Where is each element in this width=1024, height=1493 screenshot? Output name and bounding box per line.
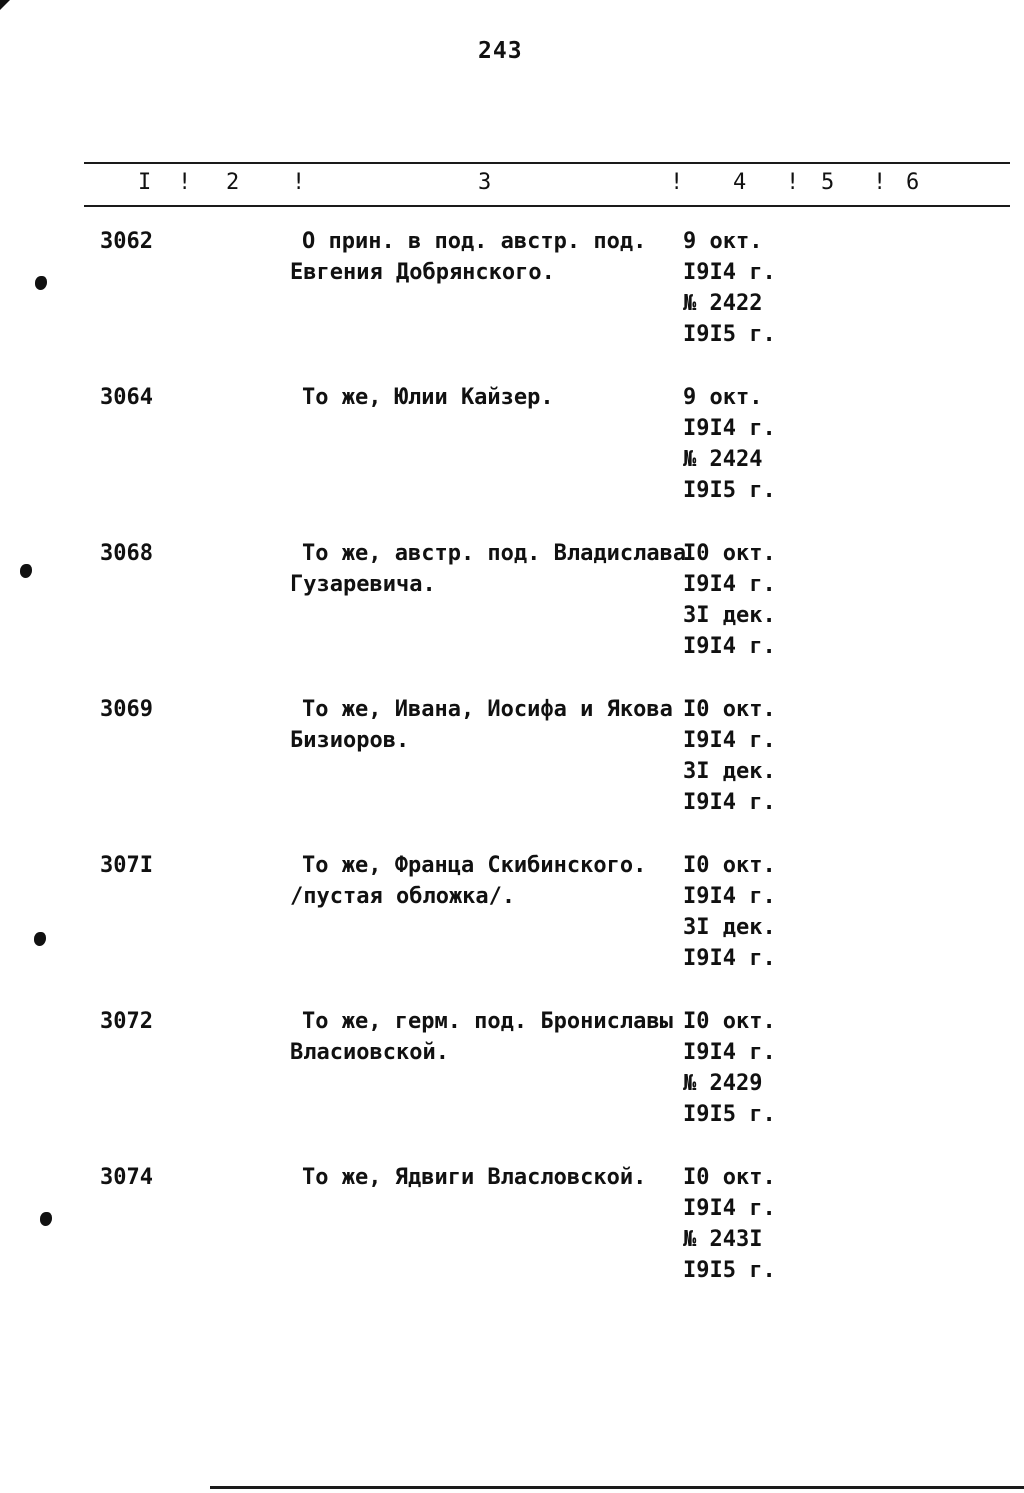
date-line: 9 окт.	[683, 229, 763, 254]
entry-dates	[683, 226, 776, 350]
date-line: 9 окт.	[683, 385, 763, 410]
date-line: I9I5 г.	[683, 1102, 776, 1127]
entry-description	[290, 226, 690, 288]
description-line: Гузаревича.	[290, 572, 436, 597]
date-line: № 2429	[683, 1071, 763, 1096]
punch-hole-mark	[35, 276, 47, 290]
description-line: То же, Ядвиги Власловской.	[302, 1165, 647, 1190]
date-line: I9I4 г.	[683, 634, 776, 659]
entry-description	[290, 694, 690, 756]
date-line: I0 окт.	[683, 1165, 776, 1190]
header-separator: !	[873, 170, 887, 195]
header-col-5: 5	[821, 170, 835, 195]
header-col-3: 3	[478, 170, 492, 195]
entry-dates	[683, 538, 776, 662]
entry-dates	[683, 850, 776, 974]
header-separator: !	[670, 170, 684, 195]
description-line: О прин. в под. австр. под.	[302, 229, 647, 254]
description-line: Власиовской.	[290, 1040, 449, 1065]
header-col-1: I	[138, 170, 152, 195]
description-line: Бизиоров.	[290, 728, 410, 753]
page-number: 243	[478, 38, 523, 64]
scan-corner-mark	[0, 0, 10, 10]
date-line: I9I4 г.	[683, 884, 776, 909]
date-line: I9I5 г.	[683, 322, 776, 347]
header-separator: !	[292, 170, 306, 195]
date-line: I0 окт.	[683, 541, 776, 566]
description-line: Евгения Добрянского.	[290, 260, 555, 285]
table-header-row	[0, 166, 1024, 200]
header-separator: !	[786, 170, 800, 195]
entry-description	[290, 1162, 690, 1193]
date-line: I9I5 г.	[683, 478, 776, 503]
date-line: № 243I	[683, 1227, 763, 1252]
description-line: То же, герм. под. Брониславы	[302, 1009, 673, 1034]
date-line: I9I4 г.	[683, 1040, 776, 1065]
entry-number: 3068	[100, 541, 153, 566]
date-line: I9I4 г.	[683, 946, 776, 971]
date-line: 3I дек.	[683, 915, 776, 940]
date-line: I9I5 г.	[683, 1258, 776, 1283]
entry-description	[290, 1006, 690, 1068]
entry-number: 3072	[100, 1009, 153, 1034]
header-col-2: 2	[226, 170, 240, 195]
page-bottom-rule	[210, 1486, 1024, 1489]
entry-dates	[683, 1162, 776, 1286]
punch-hole-mark	[34, 932, 46, 946]
date-line: I0 окт.	[683, 697, 776, 722]
date-line: 3I дек.	[683, 759, 776, 784]
description-line: То же, австр. под. Владислава	[302, 541, 687, 566]
date-line: № 2422	[683, 291, 763, 316]
header-col-4: 4	[733, 170, 747, 195]
entry-number: 3069	[100, 697, 153, 722]
header-separator: !	[178, 170, 192, 195]
entry-number: 307I	[100, 853, 153, 878]
entry-dates	[683, 382, 776, 506]
date-line: I0 окт.	[683, 1009, 776, 1034]
description-line: То же, Ивана, Иосифа и Якова	[302, 697, 673, 722]
date-line: I9I4 г.	[683, 572, 776, 597]
header-col-6: 6	[906, 170, 920, 195]
description-line: То же, Франца Скибинского.	[302, 853, 647, 878]
entry-number: 3064	[100, 385, 153, 410]
table-top-rule	[84, 162, 1010, 164]
punch-hole-mark	[40, 1212, 52, 1226]
date-line: I9I4 г.	[683, 260, 776, 285]
entry-dates	[683, 1006, 776, 1130]
punch-hole-mark	[20, 564, 32, 578]
table-header-rule	[84, 205, 1010, 207]
entry-number: 3074	[100, 1165, 153, 1190]
date-line: I9I4 г.	[683, 728, 776, 753]
entry-description	[290, 382, 690, 413]
date-line: № 2424	[683, 447, 763, 472]
description-line: /пустая обложка/.	[290, 884, 516, 909]
date-line: I9I4 г.	[683, 790, 776, 815]
entry-description	[290, 538, 690, 600]
entry-number: 3062	[100, 229, 153, 254]
entry-description	[290, 850, 690, 912]
date-line: I0 окт.	[683, 853, 776, 878]
date-line: 3I дек.	[683, 603, 776, 628]
description-line: То же, Юлии Кайзер.	[302, 385, 554, 410]
date-line: I9I4 г.	[683, 1196, 776, 1221]
entry-dates	[683, 694, 776, 818]
date-line: I9I4 г.	[683, 416, 776, 441]
